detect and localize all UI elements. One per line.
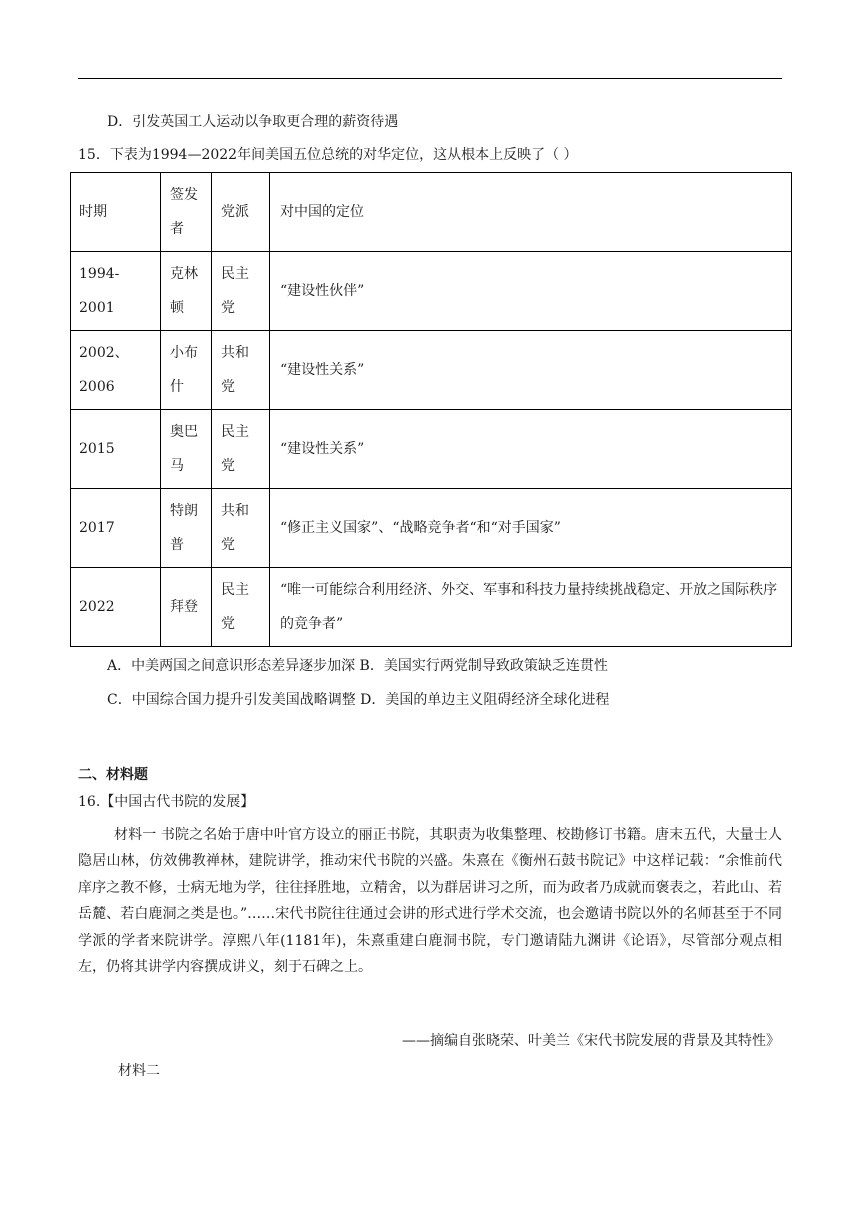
q15-options-ab: A．中美两国之间意识形态差异逐步加深 B．美国实行两党制导致政策缺乏连贯性 <box>107 658 608 674</box>
row-signer: 小布什 <box>170 345 198 395</box>
row-signer: 特朗普 <box>170 503 198 553</box>
header-signer: 签发者 <box>170 187 198 237</box>
row-period: 1994-2001 <box>79 266 120 316</box>
table-row <box>71 410 792 489</box>
row-position: “建设性关系” <box>280 441 365 457</box>
row-party: 民主党 <box>221 424 249 474</box>
row-party: 共和党 <box>221 345 249 395</box>
row-party: 共和党 <box>221 503 249 553</box>
header-party: 党派 <box>221 204 249 220</box>
row-signer: 奥巴马 <box>170 424 198 474</box>
table-row <box>71 252 792 331</box>
row-period: 2022 <box>79 599 115 615</box>
row-period: 2017 <box>79 520 115 536</box>
material-source: ——摘编自张晓荣、叶美兰《宋代书院发展的背景及其特性》 <box>402 1033 780 1049</box>
material-two-label: 材料二 <box>118 1063 160 1079</box>
table-header-row <box>71 173 792 252</box>
table-row <box>71 331 792 410</box>
material-one: 材料一 书院之名始于唐中叶官方设立的丽正书院，其职责为收集整理、校勘修订书籍。唐末五代，大量士人隐居山林，仿效佛教禅林，建院讲学，推动宋代书院的兴盛。朱熹在《衡州石鼓书院记》中这样记载：“余惟前代庠序之教不修，士病无地为学，往往择胜地，立精舍，以为群居讲习之所，而为政者乃成就而褒表之，若此山、若岳麓、若白鹿洞之类是也。”……宋代书院往往通过会讲的形式进行学术交流，也会邀请书院以外的名师甚至于不同学派的学者来院讲学。淳熙八年(1181年)，朱熹重建白鹿洞书院，专门邀请陆九渊讲《论语》，尽管部分观点相左，仍将其讲学内容撰成讲义，刻于石碑之上。 <box>78 827 782 976</box>
header-rule <box>78 78 782 79</box>
row-signer: 克林顿 <box>170 266 198 316</box>
table-row <box>71 568 792 647</box>
section-title: 二、材料题 <box>78 767 148 783</box>
q15-stem: 15．下表为1994—2022年间美国五位总统的对华定位，这从根本上反映了（ ） <box>78 147 578 163</box>
q15-options-cd: C．中国综合国力提升引发美国战略调整 D．美国的单边主义阻碍经济全球化进程 <box>107 692 610 708</box>
row-position: “建设性伙伴” <box>280 283 365 299</box>
row-party: 民主党 <box>221 582 249 632</box>
row-position: “修正主义国家”、“战略竞争者“和“对手国家” <box>280 520 561 536</box>
header-position: 对中国的定位 <box>280 204 364 220</box>
row-party: 民主党 <box>221 266 249 316</box>
row-period: 2002、2006 <box>79 345 129 395</box>
row-position: “建设性关系” <box>280 362 365 378</box>
row-period: 2015 <box>79 441 115 457</box>
table-row <box>71 489 792 568</box>
q14-option-d: D．引发英国工人运动以争取更合理的薪资待遇 <box>107 114 399 130</box>
header-period: 时期 <box>79 204 107 220</box>
president-policy-table <box>70 172 792 647</box>
row-signer: 拜登 <box>170 599 198 615</box>
row-position: “唯一可能综合利用经济、外交、军事和科技力量持续挑战稳定、开放之国际秩序的竞争者” <box>280 582 778 632</box>
q16-title: 16.【中国古代书院的发展】 <box>78 794 255 810</box>
